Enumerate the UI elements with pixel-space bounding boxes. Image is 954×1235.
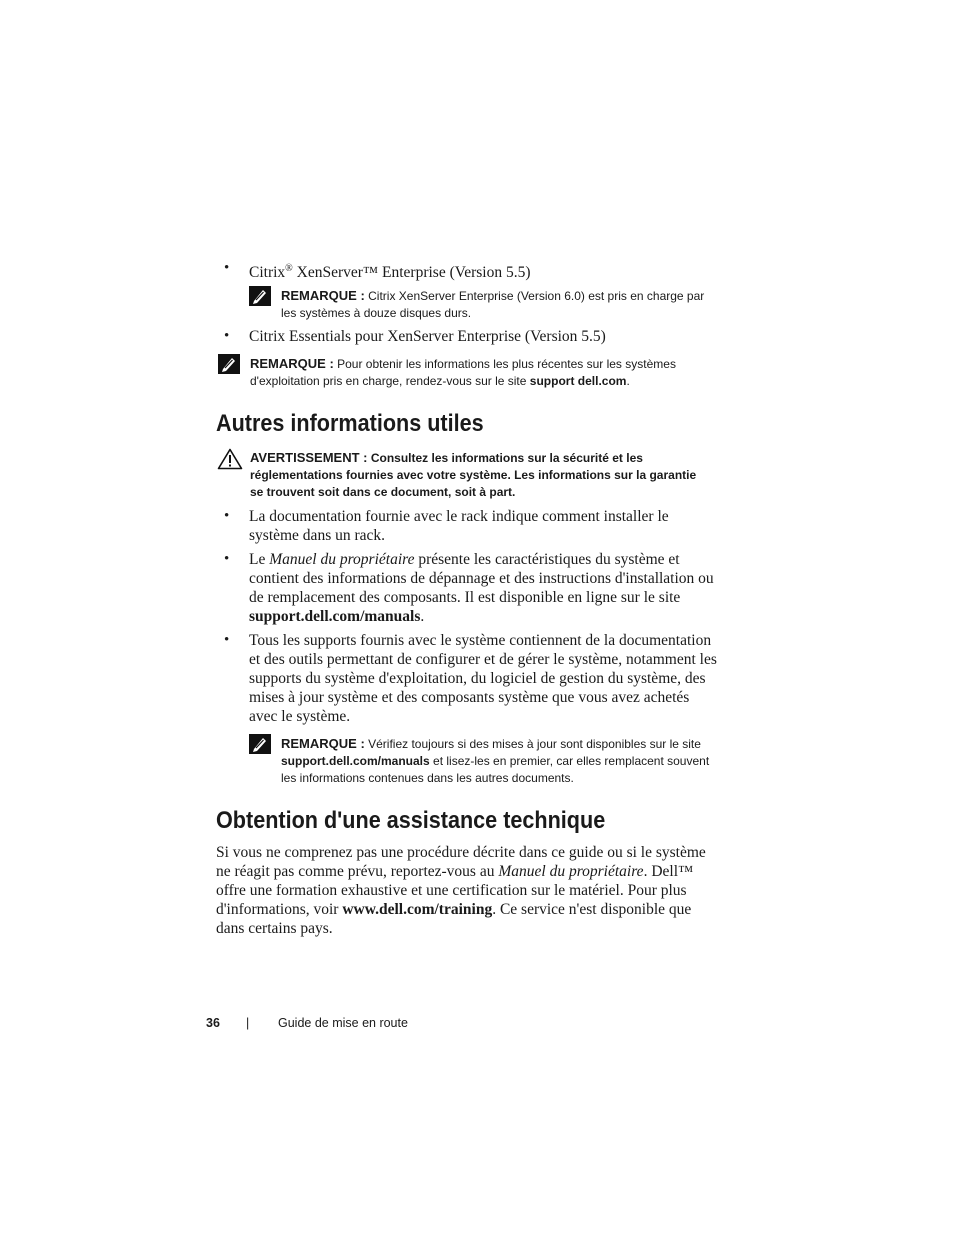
pencil-note-icon xyxy=(218,354,240,374)
bullet-marker: • xyxy=(224,328,230,344)
support-manuals-link[interactable]: support.dell.com/manuals xyxy=(281,754,430,768)
section-title-other-info: Autres informations utiles xyxy=(216,410,484,437)
pencil-note-icon xyxy=(249,286,271,306)
warning-safety-info: AVERTISSEMENT : Consultez les informations sur la sécurité et les réglementations fournies avec votre système. Les informations sur la garantie se trouvent soit dans ce document, soit à part. xyxy=(250,450,697,499)
support-manuals-link[interactable]: support.dell.com/manuals xyxy=(249,608,421,625)
tech-support-paragraph: Si vous ne comprenez pas une procédure décrite dans ce guide ou si le système ne réagit pas comme prévu, reportez-vous au Manuel du propriétaire. Dell™ offre une formation exhaustive et une certification sur le matériel. Pour plus d'informations, voir www.dell.com/training. Ce service n'est disponible que dans certains pays. xyxy=(216,844,706,937)
list-item-supports: Tous les supports fournis avec le système contiennent de la documentation et des outils permettant de configurer et de gérer le système, notamment les supports du système d'exploitation, du logiciel de gestion du système, des mises à jour système et des composants système que vous avez achetés avec le système. xyxy=(249,632,717,725)
bullet-marker: • xyxy=(224,632,230,648)
warning-triangle-icon xyxy=(217,448,243,470)
footer-separator: | xyxy=(246,1016,250,1030)
note-updates: REMARQUE : Vérifiez toujours si des mises à jour sont disponibles sur le site support.dell.com/manuals et lisez-les en premier, car elles remplacent souvent les informations contenues dans les autres documents. xyxy=(281,736,710,785)
dell-training-link[interactable]: www.dell.com/training xyxy=(342,901,493,918)
page-number: 36 xyxy=(206,1016,220,1030)
pencil-note-icon xyxy=(249,734,271,754)
note-supported-os: REMARQUE : Pour obtenir les informations les plus récentes sur les systèmes d'exploitation pris en charge, rendez-vous sur le site support dell.com. xyxy=(250,356,676,388)
list-item-citrix-xenserver: Citrix® XenServer™ Enterprise (Version 5.5) xyxy=(249,263,531,282)
section-title-tech-support: Obtention d'une assistance technique xyxy=(216,807,606,834)
support-dell-link[interactable]: support dell.com xyxy=(529,374,627,388)
list-item-citrix-essentials: Citrix Essentials pour XenServer Enterprise (Version 5.5) xyxy=(249,328,606,345)
footer-title: Guide de mise en route xyxy=(278,1016,408,1030)
note-xenserver-6: REMARQUE : Citrix XenServer Enterprise (Version 6.0) est pris en charge par les systèmes à douze disques durs. xyxy=(281,288,705,320)
bullet-marker: • xyxy=(224,551,230,567)
bullet-marker: • xyxy=(224,260,230,276)
list-item-rack-doc: La documentation fournie avec le rack indique comment installer le système dans un rack. xyxy=(249,508,669,544)
bullet-marker: • xyxy=(224,508,230,524)
list-item-owner-manual: Le Manuel du propriétaire présente les caractéristiques du système et contient des informations de dépannage et des instructions d'installation ou de remplacement des composants. Il est disponible en ligne sur le site support.dell.com/manuals. xyxy=(249,551,714,625)
